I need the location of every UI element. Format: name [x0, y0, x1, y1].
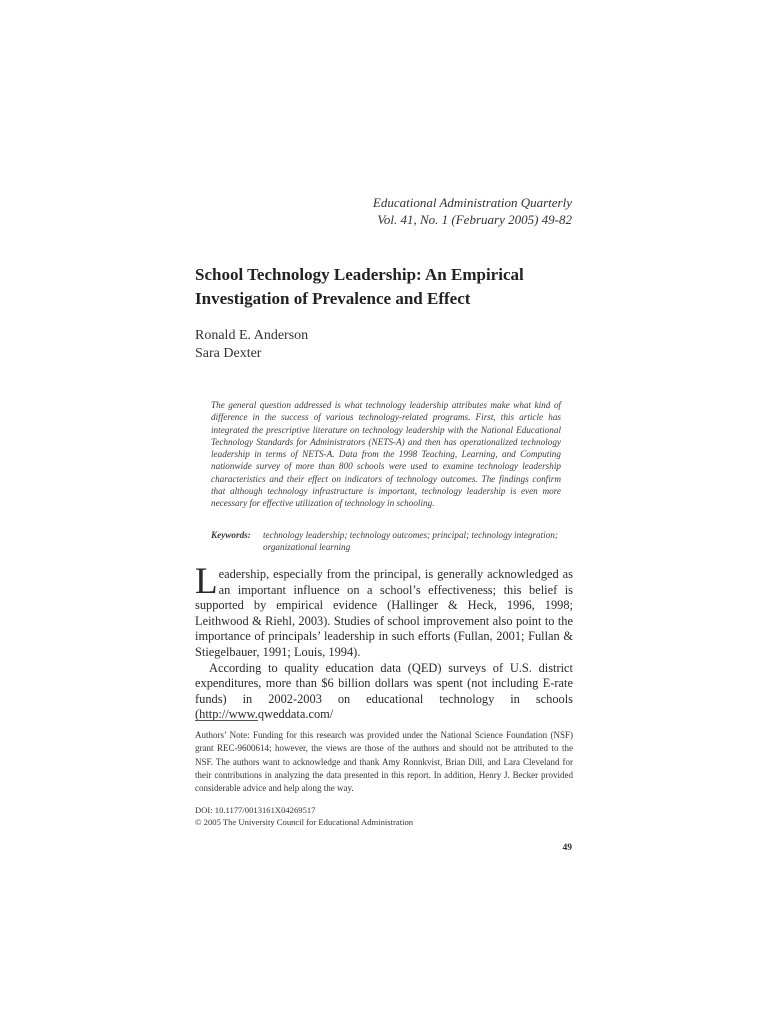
doi: DOI: 10.1177/0013161X04269517 [195, 805, 316, 815]
body-paragraph: According to quality education data (QED) surveys of U.S. district expenditures, more than $6 billion dollars was spent (not including E-rate funds) in 2002-2003 on educational technology in schools (http://www.qweddata.com/ [195, 660, 573, 722]
drop-cap: L [195, 561, 218, 602]
copyright: © 2005 The University Council for Educational Administration [195, 817, 414, 827]
body-text [195, 561, 573, 723]
footnote-rule [195, 720, 258, 721]
article-title: School Technology Leadership: An Empirical Investigation of Prevalence and Effect [195, 265, 524, 308]
body-paragraph [195, 561, 573, 661]
journal-name: Educational Administration Quarterly [372, 195, 572, 210]
journal-header [373, 194, 572, 228]
publication-meta [195, 804, 413, 828]
body-paragraph-text: eadership, especially from the principal, is generally acknowledged as an important influence on a school’s effectiveness; this belief is supported by empirical evidence (Hallinger & Heck, 1996, 1998; Leithwood & Riehl, 2003). Studies of school improvement also point to the importance of principals’ leadership in such efforts (Fullan, 2001; Fullan & Stiegelbauer, 1991; Louis, 1994). [195, 567, 573, 659]
author-list [195, 327, 308, 363]
keywords-label: Keywords: [211, 530, 251, 540]
author-name: Ronald E. Anderson [195, 328, 309, 343]
journal-issue: Vol. 41, No. 1 (February 2005) 49-82 [377, 212, 572, 227]
authors-note: Authors’ Note: Funding for this research was provided under the National Science Foundation (NSF) grant REC-9600614; however, the views are those of the authors and should not be attributed to the NSF. The authors want to acknowledge and thank Amy Ronnkvist, Brian Dill, and Lara Cleveland for their contributions in analyzing the data presented in this report. In addition, Henry J. Becker provided considerable advice and help along the way. [195, 730, 573, 794]
abstract: The general question addressed is what technology leadership attributes make what kind of difference in the success of various technology-related programs. First, this article has integrated the prescriptive literature on technology leadership with the National Educational Technology Standards for Administrators (NETS-A) and then has operationalized technology leadership in terms of NETS-A. Data from the 1998 Teaching, Learning, and Computing nationwide survey of more than 800 schools were used to examine technology leadership characteristics and their effect on indicators of technology outcomes. The findings confirm that although technology infrastructure is important, technology leadership is even more necessary for effective utilization of technology in schooling. [211, 400, 561, 509]
keywords [211, 529, 561, 554]
page-number: 49 [562, 843, 572, 853]
keywords-text: technology leadership; technology outcomes; principal; technology integration; organizational learning [263, 530, 558, 553]
author-name: Sara Dexter [195, 346, 262, 361]
